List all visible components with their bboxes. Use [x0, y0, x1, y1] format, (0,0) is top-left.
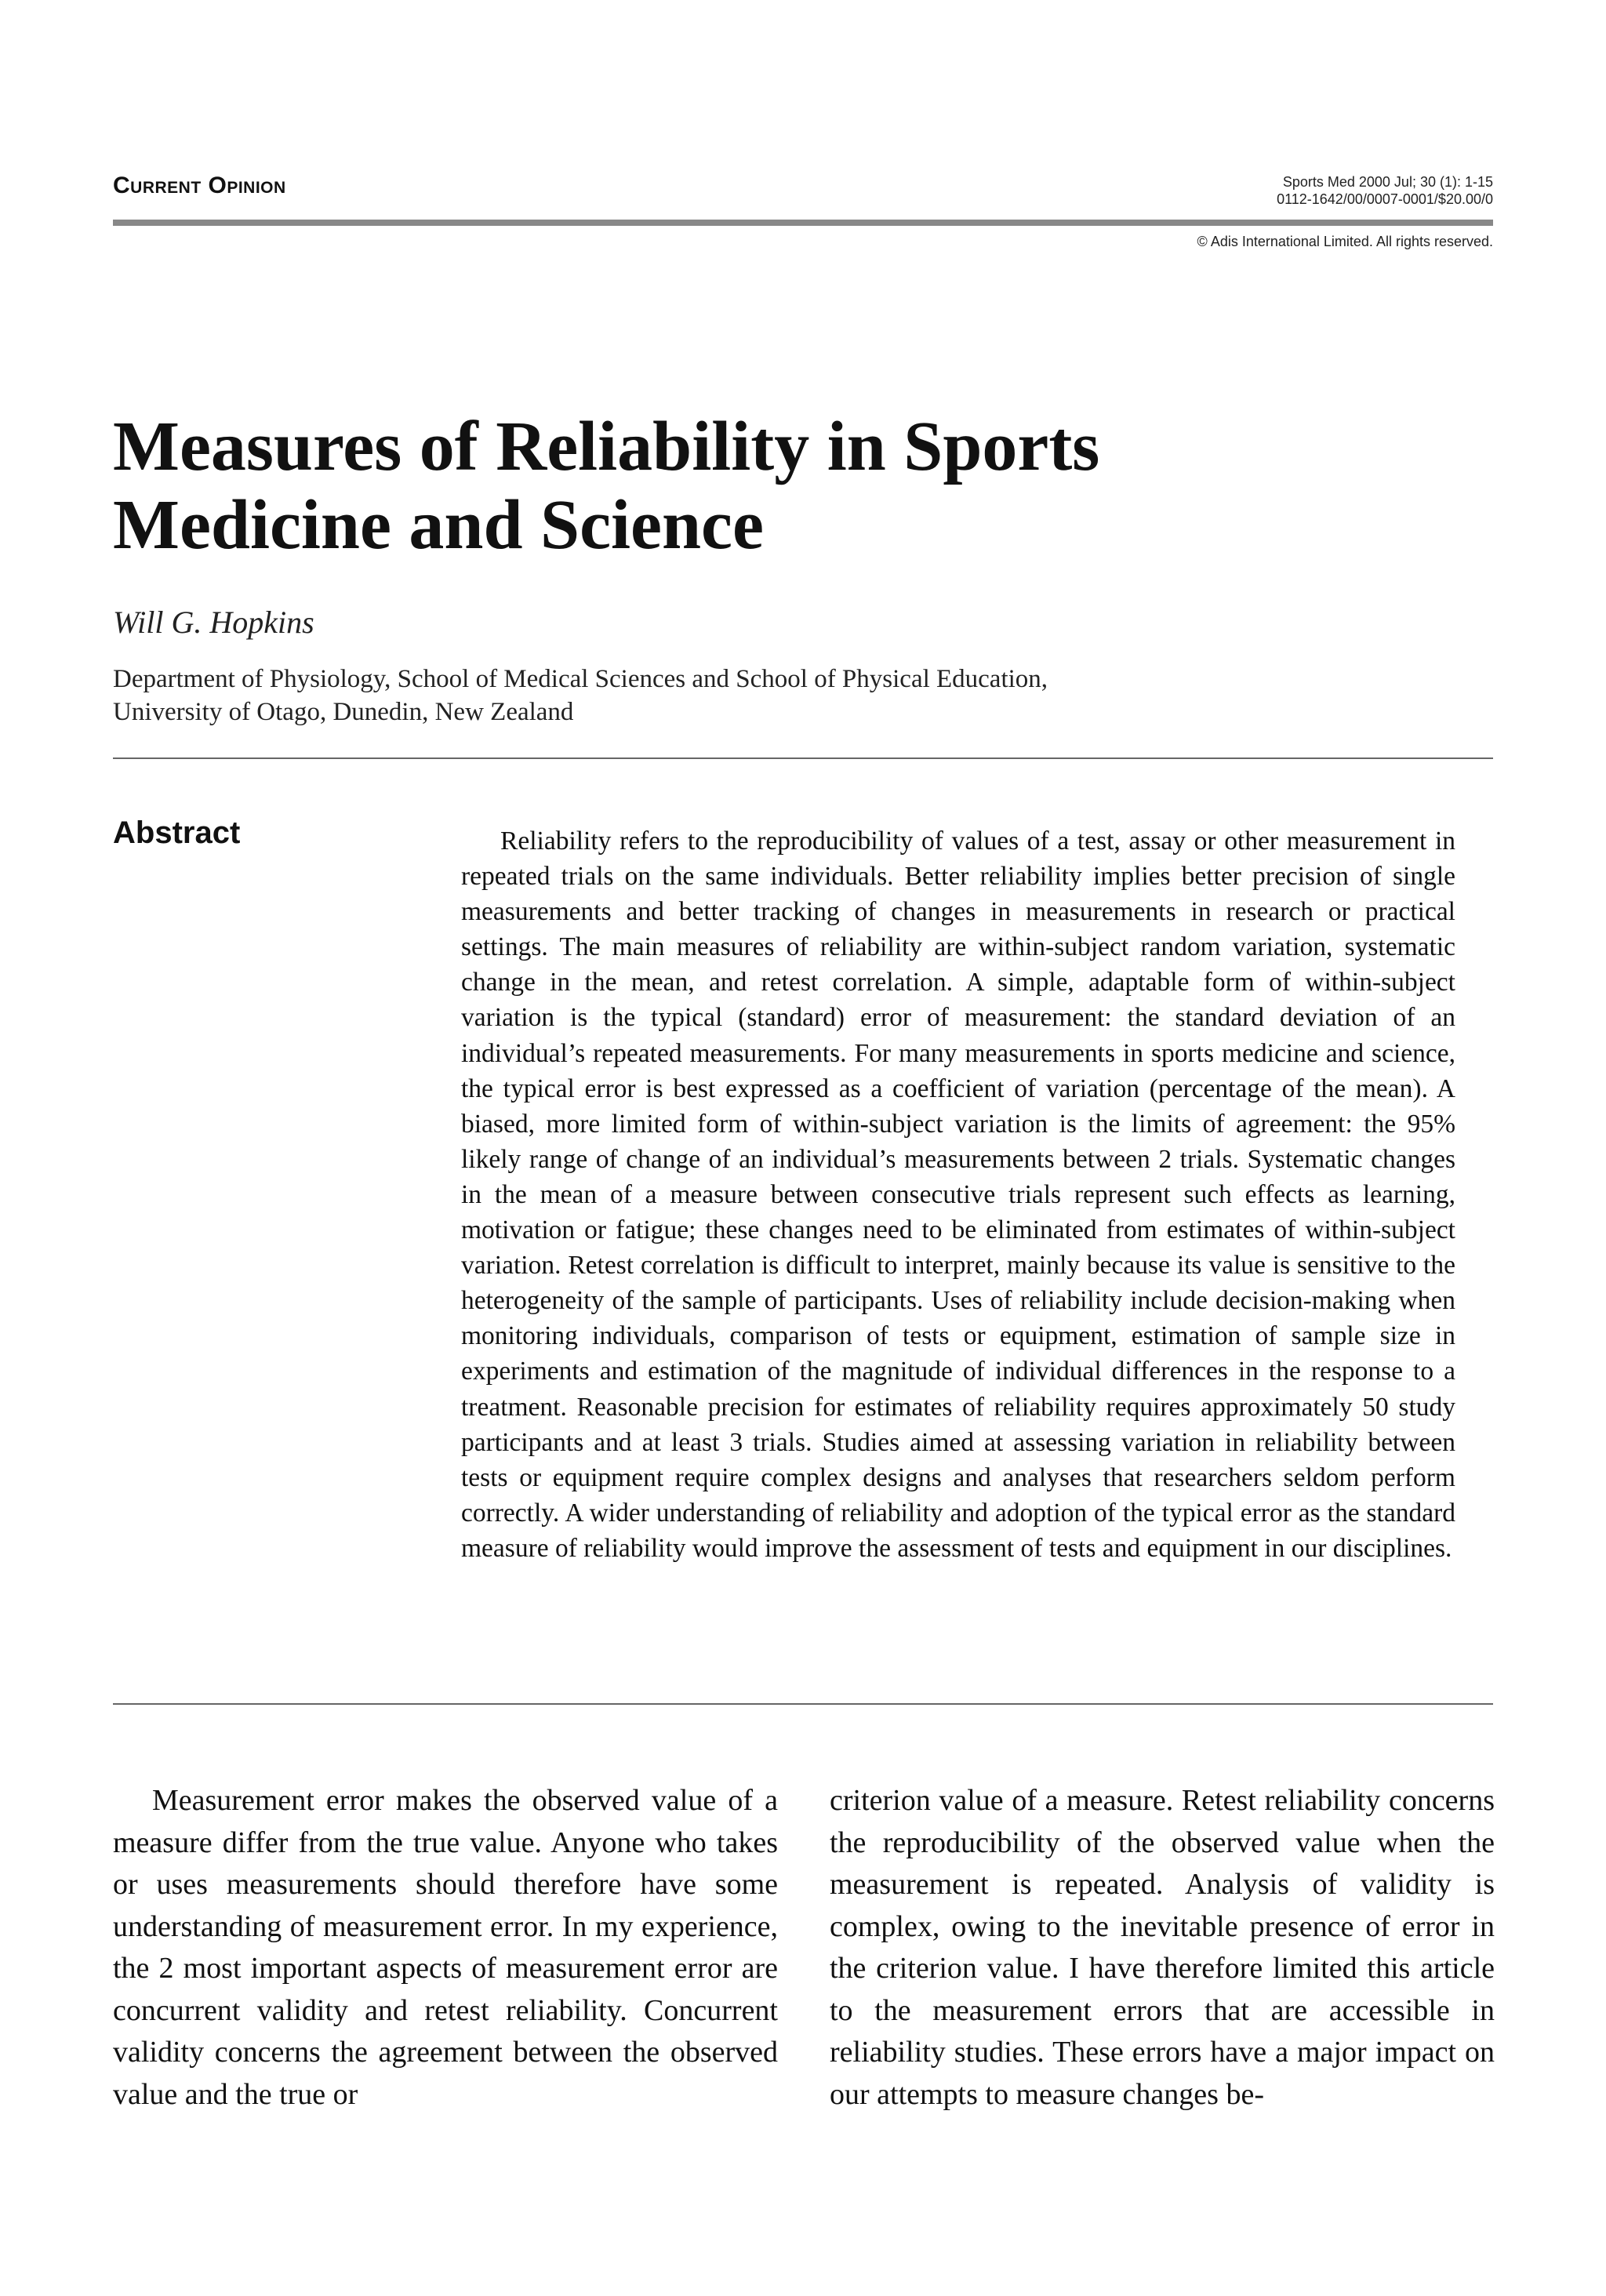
section-label: Current Opinion — [113, 173, 286, 198]
author-affiliation — [113, 663, 1446, 728]
affiliation-line: University of Otago, Dunedin, New Zealand — [113, 698, 574, 726]
abstract-heading: Abstract — [113, 816, 241, 850]
abstract-bottom-rule — [113, 1703, 1493, 1705]
abstract-top-rule — [113, 757, 1493, 759]
abstract-text: Reliability refers to the reproducibility of values of a test, assay or other measurement in repeated trials on the same individuals. Better reliability implies better precision of single measurements and better tracking of changes in measurements in research or practical settings. The main measures of reliability are within-subject random variation, systematic change in the mean, and retest correlation. A simple, adaptable form of within-subject variation is the typical (standard) error of measurement: the standard deviation of an individual’s repeated measurements. For many measurements in sports medicine and science, the typical error is best expressed as a coefficient of variation (percentage of the mean). A biased, more limited form of within-subject variation is the limits of agreement: the 95% likely range of change of an individual’s measurements between 2 trials. Systematic changes in the mean of a measure between consecutive trials represent such effects as learning, motivation or fatigue; these changes need to be eliminated from estimates of within-subject variation. Retest correlation is difficult to interpret, mainly because its value is sensitive to the heterogeneity of the sample of participants. Uses of reliability include decision-making when monitoring individuals, comparison of tests or equipment, estimation of sample size in experiments and estimation of the magnitude of individual differences in the response to a treatment. Reasonable precision for estimates of reliability requires approximately 50 study participants and at least 3 trials. Studies aimed at assessing variation in reliability between tests or equipment require complex designs and analyses that researchers seldom perform correctly. A wider understanding of reliability and adoption of the typical error as the standard measure of reliability would improve the assessment of tests and equipment in our disciplines. — [461, 826, 1455, 1563]
article-title-line: Medicine and Science — [113, 486, 764, 564]
journal-code: 0112-1642/00/0007-0001/$20.00/0 — [1277, 191, 1493, 207]
copyright-notice: © Adis International Limited. All rights reserved. — [1197, 234, 1493, 249]
author-name: Will G. Hopkins — [113, 605, 314, 640]
affiliation-line: Department of Physiology, School of Medical Sciences and School of Physical Education, — [113, 665, 1048, 693]
header-rule — [113, 220, 1493, 226]
article-title-line: Measures of Reliability in Sports — [113, 408, 1100, 485]
article-title — [113, 408, 1446, 565]
journal-citation: Sports Med 2000 Jul; 30 (1): 1-15 — [1282, 174, 1493, 190]
body-column-right: criterion value of a measure. Retest reliability concerns the reproducibility of the observed value when the measurement is repeated. Analysis of validity is complex, owing to the inevitable presence of error in the criterion value. I have therefore limited this article to the measurement errors that are accessible in reliability studies. These errors have a major impact on our attempts to measure changes be- — [830, 1784, 1495, 2111]
body-column-left: Measurement error makes the observed value of a measure differ from the true value. Anyone who takes or uses measurements should therefore have some understanding of measurement error. In my experience, the 2 most important aspects of measurement error are concurrent validity and retest reliability. Concurrent validity concerns the agreement between the observed value and the true or — [113, 1784, 778, 2111]
